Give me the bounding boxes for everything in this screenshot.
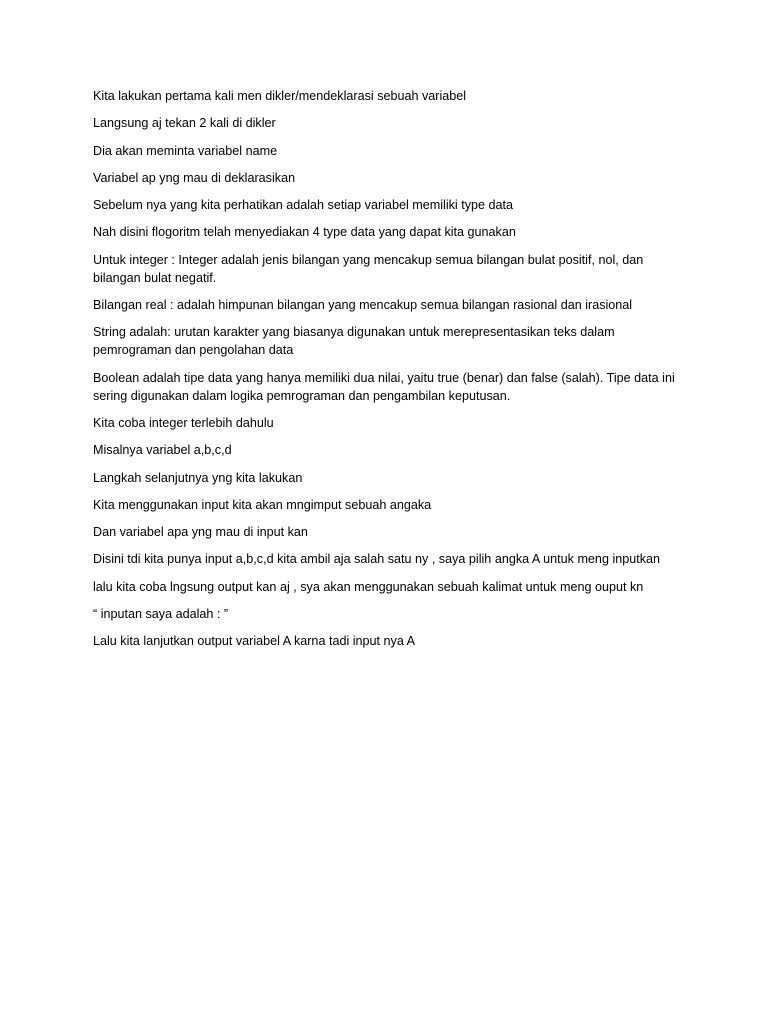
paragraph: Kita menggunakan input kita akan mngimput sebuah angaka (93, 497, 432, 512)
paragraph: Kita lakukan pertama kali men dikler/mendeklarasi sebuah variabel (93, 89, 467, 103)
paragraph: Untuk integer : Integer adalah jenis bilangan yang mencakup semua bilangan bulat positif, nol, dan bilangan bulat negatif. (93, 252, 644, 285)
paragraph: Boolean adalah tipe data yang hanya memiliki dua nilai, yaitu true (benar) dan false (salah). Tipe data ini sering digunakan dalam logika pemrograman dan pengambilan keputusan. (93, 370, 675, 403)
paragraph: Dan variabel apa yng mau di input kan (93, 525, 308, 540)
document-body (93, 87, 678, 660)
paragraph: lalu kita coba lngsung output kan aj , sya akan menggunakan sebuah kalimat untuk meng ouput kn (93, 579, 644, 594)
paragraph: Nah disini flogoritm telah menyediakan 4 type data yang dapat kita gunakan (93, 225, 516, 240)
paragraph: Langsung aj tekan 2 kali di dikler (93, 116, 276, 131)
paragraph: Misalnya variabel a,b,c,d (93, 443, 232, 458)
paragraph: String adalah: urutan karakter yang biasanya digunakan untuk merepresentasikan teks dalam pemrograman dan pengolahan data (93, 325, 615, 358)
paragraph: Lalu kita lanjutkan output variabel A karna tadi input nya A (93, 634, 416, 649)
paragraph: Sebelum nya yang kita perhatikan adalah setiap variabel memiliki type data (93, 198, 514, 213)
paragraph: Kita coba integer terlebih dahulu (93, 415, 274, 430)
paragraph: Langkah selanjutnya yng kita lakukan (93, 470, 303, 485)
paragraph: Dia akan meminta variabel name (93, 143, 278, 158)
paragraph: Bilangan real : adalah himpunan bilangan yang mencakup semua bilangan rasional dan irasional (93, 298, 633, 313)
paragraph: Disini tdi kita punya input a,b,c,d kita ambil aja salah satu ny , saya pilih angka A untuk meng inputkan (93, 552, 661, 567)
paragraph: “ inputan saya adalah : ” (93, 607, 229, 622)
paragraph: Variabel ap yng mau di deklarasikan (93, 170, 296, 185)
